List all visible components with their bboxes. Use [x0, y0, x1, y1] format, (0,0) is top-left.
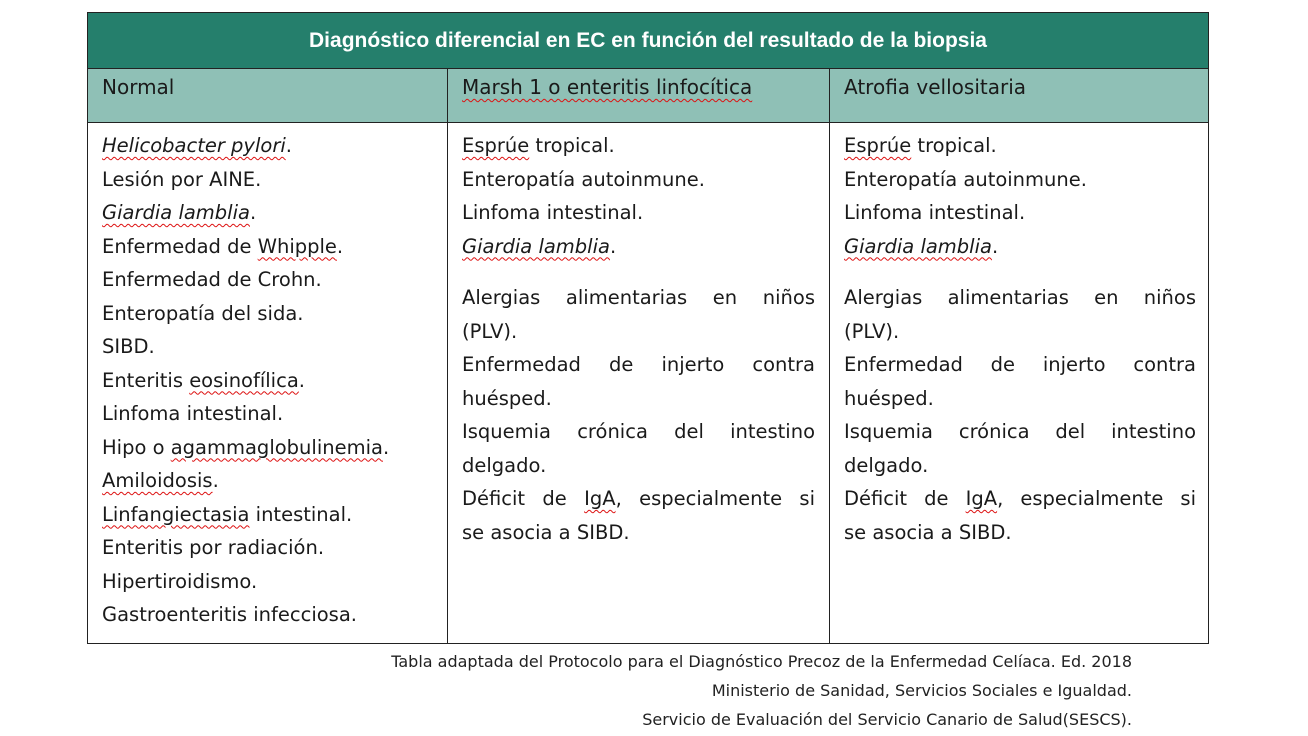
item-text: Giardia lamblia — [462, 234, 610, 258]
column-atrofia — [830, 125, 1210, 643]
list-item — [102, 364, 433, 398]
item-text: Esprúe — [462, 134, 530, 157]
source-line-1: Tabla adaptada del Protocolo para el Diagnóstico Precoz de la Enfermedad Celíaca. Ed. 2018 — [391, 652, 1132, 671]
item-text: Giardia lamblia — [844, 234, 992, 258]
spacer — [462, 263, 815, 281]
item-text: tropical. — [529, 134, 615, 157]
item-text: Whipple — [257, 234, 337, 258]
list-item — [844, 129, 1196, 163]
list-item — [844, 230, 1196, 264]
list-item: Enteropatía del sida. — [102, 301, 304, 325]
item-text: intestinal. — [249, 502, 353, 526]
header-row — [88, 69, 1208, 123]
list-item: Enfermedad de injerto contra — [462, 353, 815, 376]
list-item — [462, 230, 815, 264]
list-item: Enfermedad de injerto contra — [844, 353, 1196, 376]
table-title: Diagnóstico diferencial en EC en función del resultado de la biopsia — [88, 13, 1208, 69]
list-item — [102, 129, 433, 163]
list-item: se asocia a SIBD. — [844, 520, 1012, 544]
item-text: . — [609, 234, 617, 258]
list-item: (PLV). — [462, 319, 518, 343]
list-item: Isquemia crónica del intestino — [462, 420, 815, 443]
list-item — [102, 431, 433, 465]
item-text: , especialmente si — [997, 487, 1196, 510]
source-line-3: Servicio de Evaluación del Servicio Canario de Salud(SESCS). — [642, 710, 1132, 729]
list-item: Gastroenteritis infecciosa. — [102, 603, 357, 626]
item-text: Amiloidosis — [102, 469, 213, 492]
item-text: Linfangiectasia — [102, 502, 250, 526]
list-item: huésped. — [844, 386, 934, 410]
list-item — [102, 196, 433, 230]
item-text: Helicobacter pylori — [102, 134, 286, 157]
header-marsh-label: Marsh 1 o enteritis linfocítica — [462, 75, 753, 99]
column-normal — [88, 125, 447, 643]
header-normal: Normal — [102, 75, 175, 99]
list-item — [462, 129, 815, 163]
item-text: . — [249, 201, 257, 224]
list-item: Isquemia crónica del intestino — [844, 420, 1196, 443]
item-text: tropical. — [911, 134, 997, 157]
item-text: Enteritis — [102, 368, 190, 392]
list-item — [102, 230, 433, 264]
item-text: eosinofílica — [189, 368, 299, 392]
list-item — [102, 464, 433, 498]
item-text: Déficit de — [462, 487, 585, 510]
list-item: se asocia a SIBD. — [462, 520, 630, 544]
item-text: . — [212, 469, 219, 492]
list-item: Enteropatía autoinmune. — [844, 167, 1087, 191]
list-item: SIBD. — [102, 335, 155, 358]
list-item — [462, 482, 815, 516]
item-text: , especialmente si — [615, 487, 815, 510]
diagnosis-table — [87, 12, 1209, 644]
list-item: Enteropatía autoinmune. — [462, 167, 705, 191]
item-text: agammaglobulinemia — [170, 435, 383, 459]
item-text: . — [336, 234, 344, 258]
list-item: Hipertiroidismo. — [102, 569, 258, 593]
header-atrofia: Atrofia vellositaria — [844, 75, 1027, 99]
list-item: Enteritis por radiación. — [102, 536, 325, 559]
item-text: Esprúe — [844, 134, 912, 157]
list-item: delgado. — [844, 453, 929, 477]
item-text: Déficit de — [844, 487, 966, 510]
item-text: . — [382, 435, 390, 459]
list-item: Alergias alimentarias en niños — [844, 286, 1196, 309]
list-item — [102, 498, 433, 532]
list-item: delgado. — [462, 453, 547, 477]
item-text: IgA — [584, 487, 616, 510]
header-marsh — [448, 69, 829, 122]
list-item — [844, 482, 1196, 516]
list-item: Lesión por AINE. — [102, 167, 262, 191]
list-item: Linfoma intestinal. — [462, 201, 644, 224]
list-item: Linfoma intestinal. — [844, 201, 1026, 224]
item-text: Enfermedad de — [102, 234, 258, 258]
item-text: . — [285, 134, 292, 157]
list-item: Alergias alimentarias en niños — [462, 286, 815, 309]
item-text: . — [991, 234, 999, 258]
source-line-2: Ministerio de Sanidad, Servicios Sociales e Igualdad. — [711, 681, 1132, 700]
list-item: Enfermedad de Crohn. — [102, 268, 322, 291]
list-item: Linfoma intestinal. — [102, 402, 284, 425]
item-text: . — [298, 368, 305, 392]
item-text: IgA — [965, 487, 998, 510]
item-text: Hipo o — [102, 435, 171, 459]
list-item: (PLV). — [844, 319, 900, 343]
spacer — [844, 263, 1196, 281]
item-text: Giardia lamblia — [102, 201, 250, 224]
list-item: huésped. — [462, 386, 552, 410]
column-marsh — [448, 125, 829, 643]
